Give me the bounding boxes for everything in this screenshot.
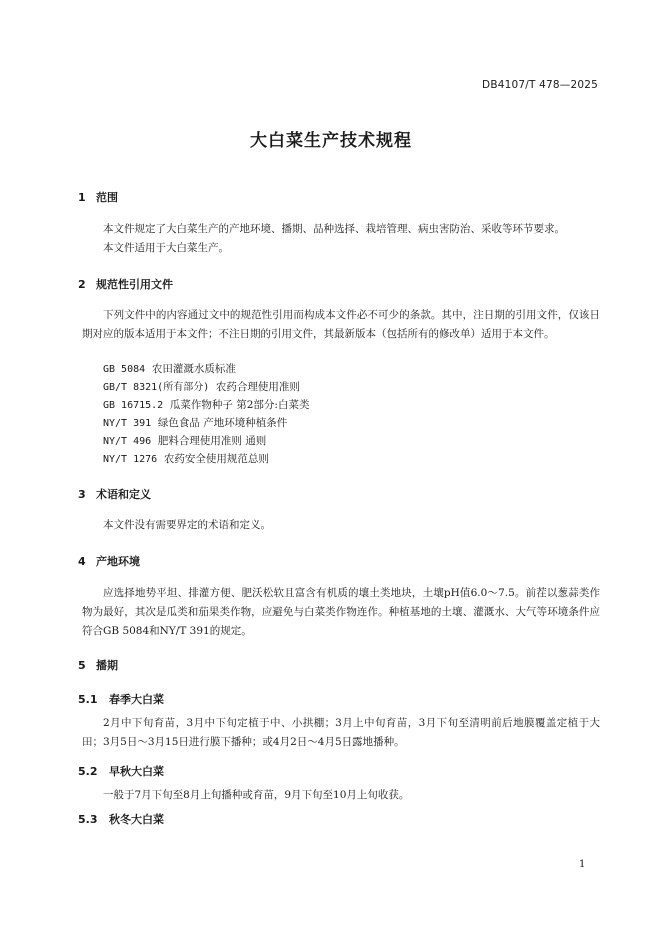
reference-code: GB/T 8321(所有部分)	[103, 382, 210, 393]
reference-item	[103, 450, 269, 469]
section-1-heading	[78, 189, 118, 205]
reference-name: 肥料合理使用准则 通则	[157, 435, 267, 447]
section-3-paragraph: 本文件没有需要界定的术语和定义。	[103, 519, 271, 531]
section-number: 1	[78, 191, 86, 204]
subsection-5-3-heading	[78, 811, 164, 827]
section-number: 3	[78, 488, 86, 501]
document-title: 大白菜生产技术规程	[250, 131, 412, 151]
section-number: 5	[78, 659, 86, 672]
reference-name: 农药安全使用规范总则	[163, 453, 269, 465]
document-number: DB4107/T 478—2025	[482, 79, 598, 91]
subsection-number: 5.2	[78, 765, 98, 778]
section-title: 范围	[96, 191, 118, 204]
reference-name: 绿色食品 产地环境种植条件	[157, 417, 288, 429]
reference-code: NY/T 391	[103, 418, 152, 429]
section-title: 播期	[96, 659, 118, 672]
subsection-5-1-paragraph: 2月中下旬育苗，3月中下旬定植于中、小拱棚；3月上中旬育苗，3月下旬至清明前后地膜覆盖定植于大田；3月5日～3月15日进行膜下播种；或4月2日～4月5日露地播种。	[82, 717, 600, 748]
reference-item	[103, 396, 309, 415]
page-number: 1	[579, 859, 586, 870]
section-title: 产地环境	[96, 555, 140, 568]
section-2-intro: 下列文件中的内容通过文中的规范性引用而构成本文件必不可少的条款。其中，注日期的引用文件，仅该日期对应的版本适用于本文件；不注日期的引用文件，其最新版本（包括所有的修改单）适用于本文件。	[82, 309, 600, 340]
reference-code: NY/T 1276	[103, 454, 158, 465]
reference-item	[103, 414, 287, 433]
reference-code: NY/T 496	[103, 436, 152, 447]
reference-name: 瓜菜作物种子 第2部分:白菜类	[169, 399, 310, 411]
reference-code: GB 5084	[103, 364, 146, 375]
subsection-title: 春季大白菜	[109, 693, 164, 706]
reference-item	[103, 378, 300, 397]
section-3-heading	[78, 486, 151, 502]
section-5-heading	[78, 657, 118, 673]
reference-item	[103, 360, 236, 379]
reference-name: 农田灌溉水质标准	[151, 363, 236, 375]
section-4-heading	[78, 553, 140, 569]
subsection-5-1-heading	[78, 691, 164, 707]
subsection-number: 5.1	[78, 693, 98, 706]
reference-code: GB 16715.2	[103, 400, 164, 411]
section-number: 4	[78, 555, 86, 568]
subsection-title: 早秋大白菜	[109, 765, 164, 778]
section-4-paragraph: 应选择地势平坦、排灌方便、肥沃松软且富含有机质的壤土类地块，土壤pH值6.0～7.5。前茬以葱蒜类作物为最好，其次是瓜类和茄果类作物，应避免与白菜类作物连作。种植基地的土壤、灌溉水、大气等环境条件应符合GB 5084和NY/T 391的规定。	[82, 587, 600, 637]
subsection-title: 秋冬大白菜	[109, 813, 164, 826]
reference-item	[103, 432, 266, 451]
section-1-paragraph-2: 本文件适用于大白菜生产。	[103, 242, 229, 254]
section-title: 术语和定义	[96, 488, 151, 501]
subsection-5-2-heading	[78, 763, 164, 779]
section-2-heading	[78, 276, 173, 292]
section-number: 2	[78, 278, 86, 291]
section-1-paragraph-1: 本文件规定了大白菜生产的产地环境、播期、品种选择、栽培管理、病虫害防治、采收等环节要求。	[103, 223, 565, 235]
reference-name: 农药合理使用准则	[215, 381, 300, 393]
subsection-5-2-paragraph: 一般于7月下旬至8月上旬播种或育苗，9月下旬至10月上旬收获。	[103, 789, 410, 801]
section-title: 规范性引用文件	[96, 278, 173, 291]
subsection-number: 5.3	[78, 813, 98, 826]
